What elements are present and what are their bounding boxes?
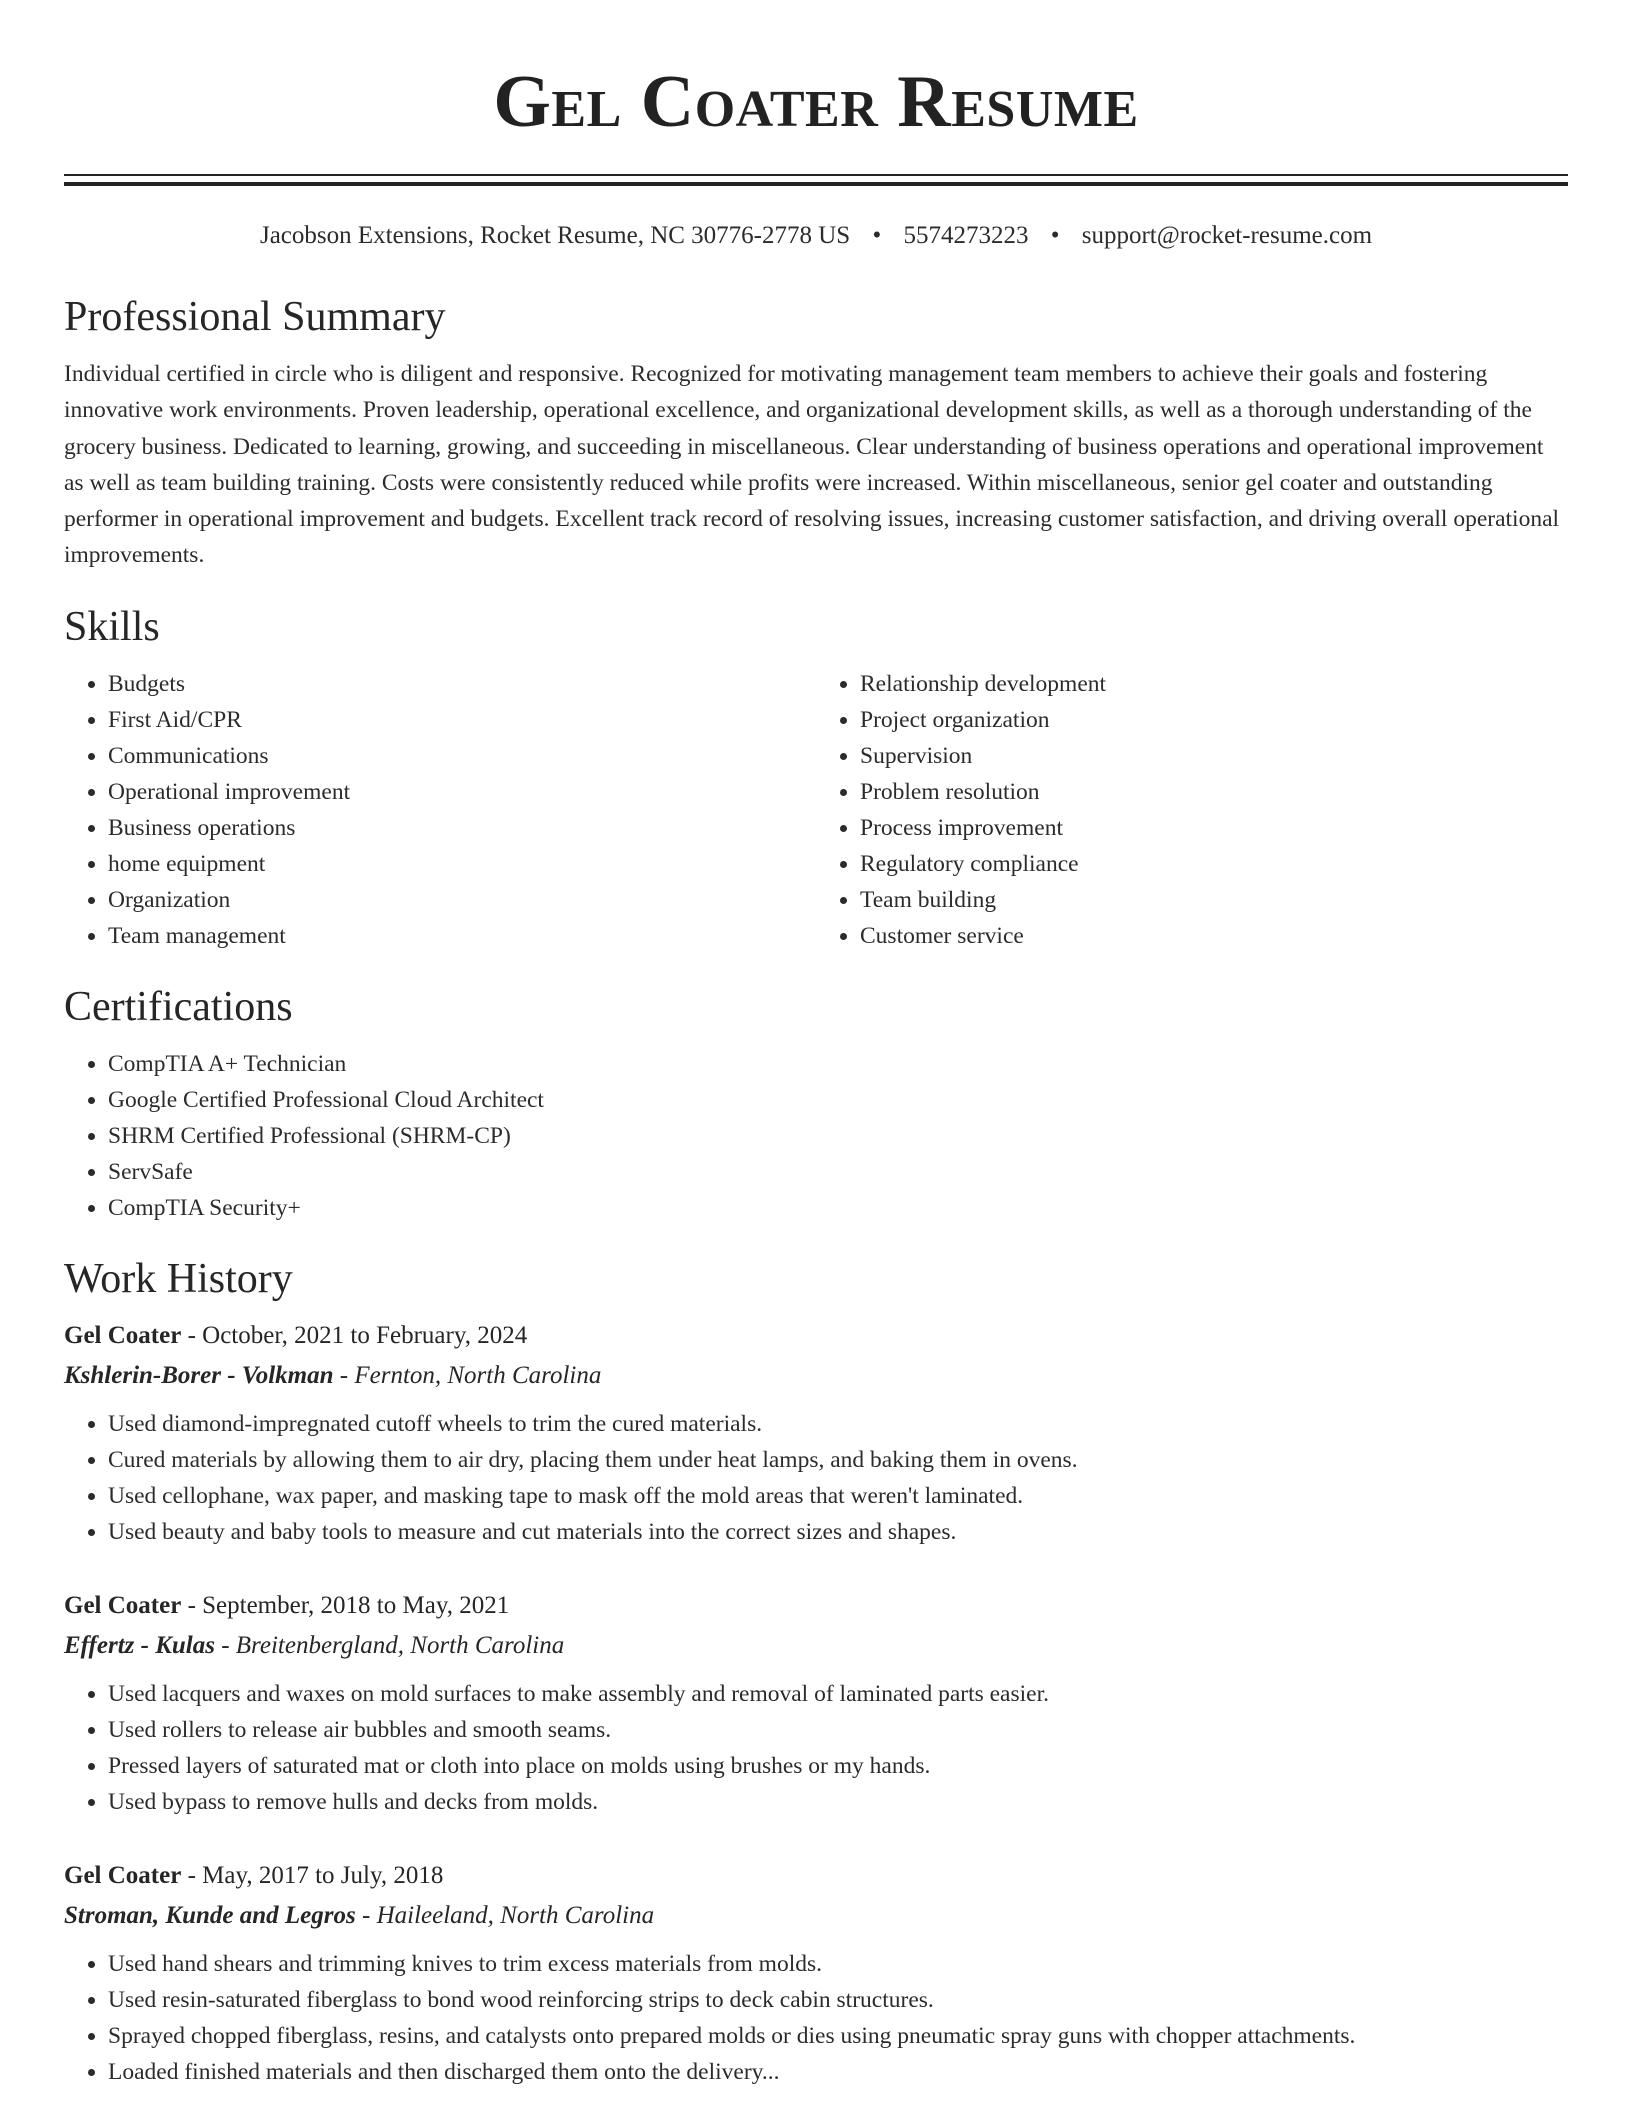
skill-item: • Project organization	[860, 702, 1568, 738]
skill-item: • Supervision	[860, 738, 1568, 774]
skill-item: • Organization	[108, 882, 816, 918]
certification-item: • SHRM Certified Professional (SHRM-CP)	[108, 1118, 1568, 1154]
job-duty: • Loaded finished materials and then discharged them onto the delivery...	[108, 2054, 1568, 2090]
skill-item: • Communications	[108, 738, 816, 774]
job-location: Breitenbergland, North Carolina	[235, 1631, 565, 1659]
work-history-heading: Work History	[64, 1255, 293, 1302]
job-duty: • Pressed layers of saturated mat or cloth into place on molds using brushes or my hands.	[108, 1748, 1568, 1784]
job-location: Fernton, North Carolina	[354, 1361, 602, 1389]
job-company: Effertz - Kulas	[64, 1631, 215, 1659]
job-duty: • Used rollers to release air bubbles and smooth seams.	[108, 1712, 1568, 1748]
job-company: Kshlerin-Borer - Volkman	[64, 1361, 334, 1389]
skill-item: • Relationship development	[860, 666, 1568, 702]
job-duties-list	[64, 1676, 1568, 1820]
job-employer-line	[64, 1896, 1568, 1936]
job-duty: • Used resin-saturated fiberglass to bond wood reinforcing strips to deck cabin structures.	[108, 1982, 1568, 2018]
skill-item: • Operational improvement	[108, 774, 816, 810]
skill-item: • Team management	[108, 918, 816, 954]
summary-text: Individual certified in circle who is diligent and responsive. Recognized for motivating management team members to achieve their goals and fostering innovative work environments. Proven leadership, operational excellence, and organizational development skills, as well as a thorough understanding of the grocery business. Dedicated to learning, growing, and succeeding in miscellaneous. Clear understanding of business operations and operational improvement as well as team building training. Costs were consistently reduced while profits were increased. Within miscellaneous, senior gel coater and outstanding performer in operational improvement and budgets. Excellent track record of resolving issues, increasing customer satisfaction, and driving overall operational improvements.	[64, 361, 1560, 569]
job-entry	[64, 1856, 1568, 2090]
job-duty: • Used hand shears and trimming knives to trim excess materials from molds.	[108, 1946, 1568, 1982]
skill-item: • Business operations	[108, 810, 816, 846]
job-dash: -	[214, 1631, 236, 1659]
job-title-line	[64, 1856, 1568, 1896]
job-duties-list	[64, 1406, 1568, 1550]
contact-separator: •	[1050, 222, 1060, 249]
contact-address: Jacobson Extensions, Rocket Resume, NC 30776-2778 US	[259, 222, 851, 249]
skills-list-left	[64, 666, 816, 954]
job-duty: • Cured materials by allowing them to air dry, placing them under heat lamps, and baking them in ovens.	[108, 1442, 1568, 1478]
contact-phone: 5574273223	[903, 222, 1029, 249]
job-title-line	[64, 1586, 1568, 1626]
job-dash: -	[355, 1901, 377, 1929]
contact-separator: •	[872, 222, 882, 249]
job-dates: May, 2017 to July, 2018	[202, 1861, 444, 1889]
job-entry	[64, 1586, 1568, 1820]
certification-item: • ServSafe	[108, 1154, 1568, 1190]
skill-item: • Regulatory compliance	[860, 846, 1568, 882]
job-role: Gel Coater	[64, 1591, 182, 1619]
job-dates: September, 2018 to May, 2021	[202, 1591, 510, 1619]
certifications-heading: Certifications	[64, 983, 293, 1030]
job-duty: • Sprayed chopped fiberglass, resins, and catalysts onto prepared molds or dies using pneumatic spray guns with chopper attachments.	[108, 2018, 1568, 2054]
skill-item: • Problem resolution	[860, 774, 1568, 810]
job-dates: October, 2021 to February, 2024	[202, 1321, 528, 1349]
contact-email: support@rocket-resume.com	[1081, 222, 1373, 249]
skills-columns	[64, 666, 1568, 954]
resume-title: Gel Coater Resume	[493, 61, 1139, 143]
skills-list-right	[816, 666, 1568, 954]
skill-item: • home equipment	[108, 846, 816, 882]
job-employer-line	[64, 1626, 1568, 1666]
skill-item: • First Aid/CPR	[108, 702, 816, 738]
certification-item: • CompTIA A+ Technician	[108, 1046, 1568, 1082]
job-role: Gel Coater	[64, 1321, 182, 1349]
skill-item: • Team building	[860, 882, 1568, 918]
summary-heading: Professional Summary	[64, 294, 446, 340]
job-duty: • Used beauty and baby tools to measure and cut materials into the correct sizes and shapes.	[108, 1514, 1568, 1550]
job-duties-list	[64, 1946, 1568, 2090]
job-dash: -	[181, 1321, 203, 1349]
skill-item: • Process improvement	[860, 810, 1568, 846]
job-location: Haileeland, North Carolina	[376, 1901, 655, 1929]
skill-item: • Customer service	[860, 918, 1568, 954]
certification-item: • Google Certified Professional Cloud Architect	[108, 1082, 1568, 1118]
job-employer-line	[64, 1356, 1568, 1396]
header-divider	[64, 174, 1568, 186]
job-role: Gel Coater	[64, 1861, 182, 1889]
certifications-list	[64, 1046, 1568, 1226]
job-duty: • Used lacquers and waxes on mold surfaces to make assembly and removal of laminated parts easier.	[108, 1676, 1568, 1712]
contact-line	[64, 220, 1568, 252]
job-duty: • Used cellophane, wax paper, and masking tape to mask off the mold areas that weren't laminated.	[108, 1478, 1568, 1514]
job-duty: • Used diamond-impregnated cutoff wheels to trim the cured materials.	[108, 1406, 1568, 1442]
job-title-line	[64, 1316, 1568, 1356]
skills-heading: Skills	[64, 603, 160, 650]
job-dash: -	[181, 1861, 203, 1889]
job-dash: -	[333, 1361, 355, 1389]
skill-item: • Budgets	[108, 666, 816, 702]
job-dash: -	[181, 1591, 203, 1619]
job-entry	[64, 1316, 1568, 1550]
job-duty: • Used bypass to remove hulls and decks from molds.	[108, 1784, 1568, 1820]
job-company: Stroman, Kunde and Legros	[64, 1901, 356, 1929]
certification-item: • CompTIA Security+	[108, 1190, 1568, 1226]
